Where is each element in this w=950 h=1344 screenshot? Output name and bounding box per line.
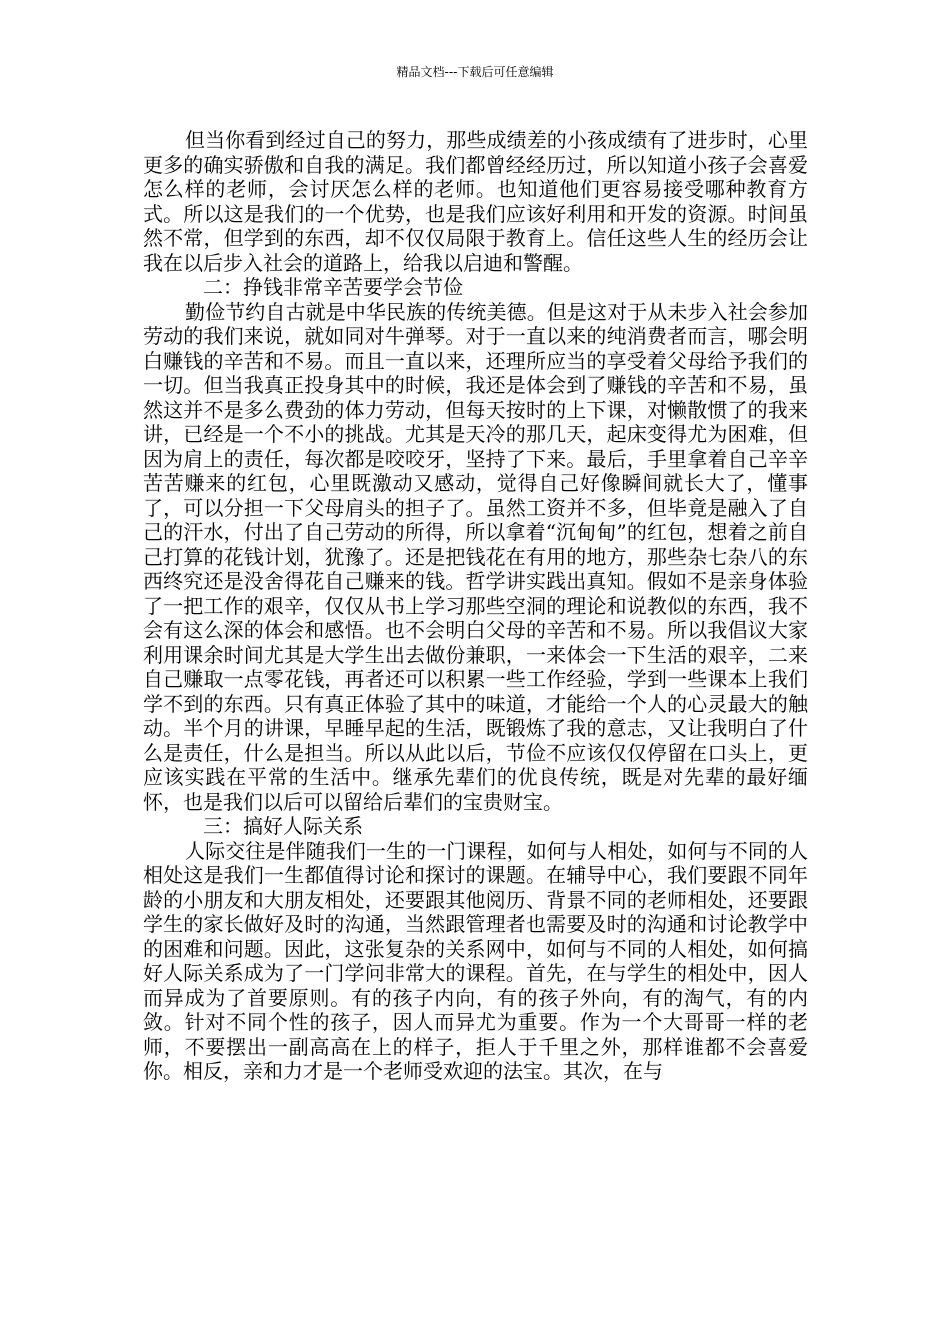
paragraph-reflection: 但当你看到经过自己的努力，那些成绩差的小孩成绩有了进步时，心里更多的确实骄傲和自我的满足。我们都曾经经历过，所以知道小孩子会喜爱怎么样的老师，会讨厌怎么样的老师。也知道他们更容易接受哪种教育方式。所以这是我们的一个优势，也是我们应该好利用和开发的资源。时间虽然不常，但学到的东西，却不仅仅局限于教育上。信任这些人生的经历会让我在以后步入社会的道路上，给我以启迪和警醒。: [143, 128, 808, 275]
document-body: [143, 128, 808, 1084]
paragraph-relationships: 人际交往是伴随我们一生的一门课程，如何与人相处，如何与不同的人相处这是我们一生都值得讨论和探讨的课题。在辅导中心，我们要跟不同年龄的小朋友和大朋友相处，还要跟其他阅历、背景不同的老师相处，还要跟学生的家长做好及时的沟通，当然跟管理者也需要及时的沟通和讨论教学中的困难和问题。因此，这张复杂的关系网中，如何与不同的人相处，如何搞好人际关系成为了一门学问非常大的课程。首先，在与学生的相处中，因人而异成为了首要原则。有的孩子内向，有的孩子外向，有的淘气，有的内敛。针对不同个性的孩子，因人而异尤为重要。作为一个大哥哥一样的老师，不要摆出一副高高在上的样子，拒人于千里之外，那样谁都不会喜爱你。相反，亲和力才是一个老师受欢迎的法宝。其次，在与: [143, 838, 808, 1083]
paragraph-frugality: 勤俭节约自古就是中华民族的传统美德。但是这对于从未步入社会参加劳动的我们来说，就如同对牛弹琴。对于一直以来的纯消费者而言，哪会明白赚钱的辛苦和不易。而且一直以来，还理所应当的享受着父母给予我们的一切。但当我真正投身其中的时候，我还是体会到了赚钱的辛苦和不易，虽然这并不是多么费劲的体力劳动，但每天按时的上下课，对懒散惯了的我来讲，已经是一个不小的挑战。尤其是天冷的那几天，起床变得尤为困难，但因为肩上的责任，每次都是咬咬牙，坚持了下来。最后，手里拿着自己辛辛苦苦赚来的红包，心里既激动又感动，觉得自己好像瞬间就长大了，懂事了，可以分担一下父母肩头的担子了。虽然工资并不多，但毕竟是融入了自己的汗水，付出了自己劳动的所得，所以拿着“沉甸甸”的红包，想着之前自己打算的花钱计划，犹豫了。还是把钱花在有用的地方，那些杂七杂八的东西终究还是没舍得花自己赚来的钱。哲学讲实践出真知。假如不是亲身体验了一把工作的艰辛，仅仅从书上学习那些空洞的理论和说教似的东西，我不会有这么深的体会和感悟。也不会明白父母的辛苦和不易。所以我倡议大家利用课余时间尤其是大学生出去做份兼职，一来体会一下生活的艰辛，二来自己赚取一点零花钱，再者还可以积累一些工作经验，学到一些课本上我们学不到的东西。只有真正体验了其中的味道，才能给一个人的心灵最大的触动。半个月的讲课，早睡早起的生活，既锻炼了我的意志，又让我明白了什么是责任，什么是担当。所以从此以后，节俭不应该仅仅停留在口头上，更应该实践在平常的生活中。继承先辈们的优良传统，既是对先辈的最好缅怀，也是我们以后可以留给后辈们的宝贵财宝。: [143, 299, 808, 814]
section-heading-relationships: 三：搞好人际关系: [203, 814, 363, 838]
page-header: 精品文档---下载后可任意编辑: [396, 65, 554, 79]
section-heading-frugality: 二：挣钱非常辛苦要学会节俭: [203, 275, 463, 299]
